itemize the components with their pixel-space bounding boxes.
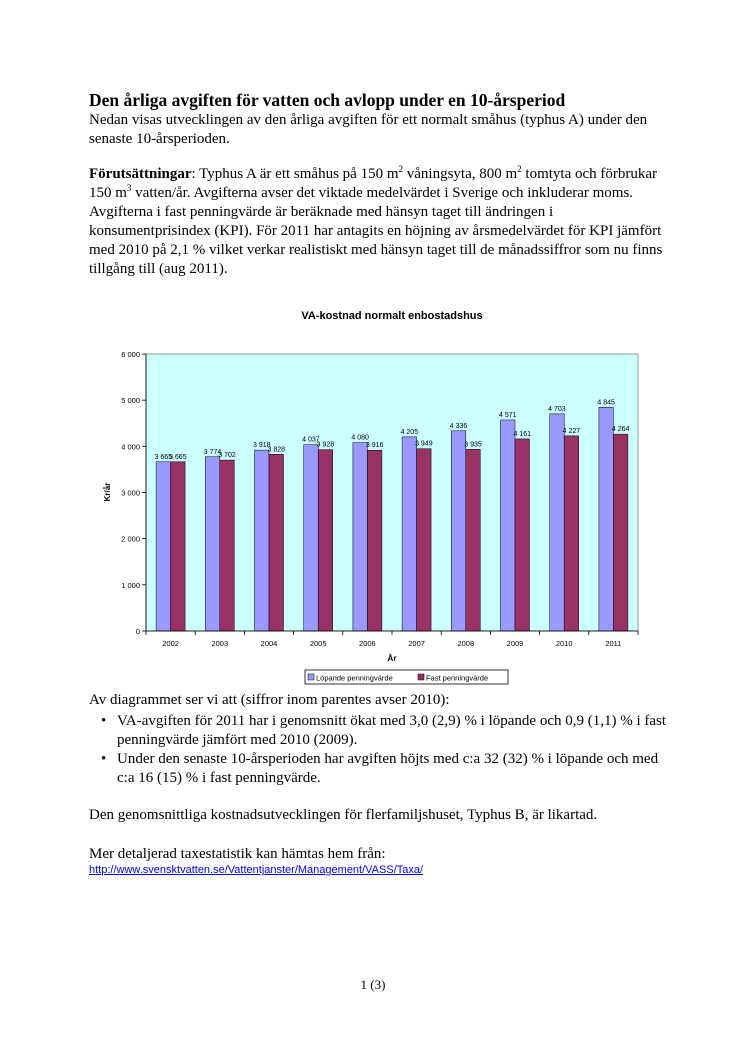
page-number: 1 (3) — [360, 977, 386, 992]
bar-current — [205, 457, 220, 631]
more-info-paragraph: Mer detaljerad taxestatistik kan hämtas hem från: — [89, 846, 386, 862]
data-label: 3 774 — [203, 448, 222, 456]
bar-fixed — [367, 450, 382, 631]
data-label: 3 916 — [365, 442, 384, 450]
x-tick-label: 2003 — [211, 639, 229, 648]
prerequisites-text-3: tomtyta och förbrukar 150 m — [89, 166, 658, 201]
bar-current — [402, 437, 417, 631]
legend-label-fixed: Fast penningvärde — [426, 673, 489, 683]
superscript-3: 3 — [126, 183, 132, 193]
intro-paragraph: Nedan visas utvecklingen av den årliga avgiften för ett normalt småhus (typhus A) under den senaste 10-årsperioden. — [89, 112, 648, 147]
bar-fixed — [171, 462, 186, 631]
typhus-b-paragraph: Den genomsnittliga kostnadsutvecklingen för flerfamiljshuset, Typhus B, är likartad. — [89, 807, 598, 823]
page-heading: Den årliga avgiften för vatten och avlopp under en 10-årsperiod — [89, 90, 566, 110]
y-tick-label: 4 000 — [121, 442, 140, 452]
bar-fixed — [269, 454, 284, 631]
bar-current — [353, 443, 368, 631]
x-tick-label: 2006 — [359, 639, 376, 648]
y-tick-label: 1 000 — [121, 580, 140, 590]
data-label: 4 336 — [449, 422, 468, 430]
bullet-mark: • — [101, 713, 107, 729]
list-item — [89, 712, 669, 750]
data-label: 3 918 — [252, 442, 271, 450]
data-label: 4 161 — [513, 430, 532, 438]
x-tick-label: 2008 — [457, 639, 475, 648]
legend-swatch-current — [308, 674, 314, 680]
y-tick-label: 0 — [135, 627, 140, 636]
data-label: 3 928 — [316, 441, 335, 449]
y-tick-label: 3 000 — [121, 488, 140, 498]
data-label: 4 845 — [597, 399, 615, 407]
x-tick-label: 2007 — [408, 639, 425, 648]
bar-current — [501, 420, 516, 631]
legend-swatch-fixed — [418, 674, 424, 680]
x-tick-label: 2010 — [555, 639, 573, 648]
chart-legend — [305, 670, 508, 684]
data-label: 4 571 — [498, 411, 517, 419]
y-axis-label: Kr/år — [103, 482, 112, 502]
prerequisites-text-2: våningsyta, 800 m — [403, 166, 518, 182]
y-tick-label: 6 000 — [121, 350, 140, 359]
data-label: 4 037 — [302, 436, 320, 444]
list-item — [89, 750, 669, 788]
bar-fixed — [466, 449, 481, 631]
superscript-1: 2 — [398, 164, 403, 174]
prerequisites-text-4: vatten/år. Avgifterna avser det viktade medelvärdet i Sverige och inkluderar moms. Avgifterna i fast penningvärde är beräknade med hänsyn taget till ändringen i konsumentprisindex (KPI). För 2011 har antagits en höjning av årsmedelvärdet för KPI jämfört med 2010 på 2,1 % vilket verkar realistiskt med hänsyn taget till de månadssiffror som nu finns tillgång till (aug 2011). — [89, 185, 663, 277]
list-item-text: VA-avgiften för 2011 har i genomsnitt ökat med 3,0 (2,9) % i löpande och 0,9 (1,1) % i fast penningvärde jämfört med 2010 (2009). — [117, 713, 667, 748]
list-item-text: Under den senaste 10-årsperioden har avgiften höjts med c:a 32 (32) % i löpande och med c:a 16 (15) % i fast penningvärde. — [117, 751, 659, 786]
data-label: 3 702 — [218, 452, 236, 460]
x-tick-label: 2004 — [260, 639, 278, 648]
x-tick-label: 2005 — [309, 639, 327, 648]
data-label: 4 080 — [351, 434, 369, 442]
y-tick-label: 5 000 — [121, 396, 140, 406]
bullet-mark: • — [101, 751, 107, 767]
y-tick-label: 2 000 — [121, 534, 140, 544]
superscript-2: 2 — [517, 164, 522, 174]
plot-area — [121, 350, 638, 648]
data-label: 4 703 — [548, 405, 566, 413]
bar-fixed — [564, 436, 579, 631]
prerequisites-text-1: : Typhus A är ett småhus på 150 m — [191, 166, 399, 182]
data-label: 3 665 — [154, 453, 173, 461]
observation-list — [89, 712, 669, 788]
prerequisites-label: Förutsättningar — [89, 166, 192, 182]
bar-current — [255, 450, 270, 631]
x-tick-label: 2009 — [506, 639, 524, 648]
data-label: 4 205 — [400, 428, 419, 436]
bar-fixed — [220, 460, 235, 631]
x-axis-label: År — [387, 654, 397, 663]
data-label: 3 949 — [415, 440, 433, 448]
x-tick-label: 2002 — [162, 639, 179, 648]
statistics-link[interactable]: http://www.svensktvatten.se/Vattentjanster/Management/VASS/Taxa/ — [89, 864, 424, 876]
bar-current — [451, 431, 466, 631]
bar-current — [304, 445, 319, 631]
bar-fixed — [613, 434, 628, 631]
bar-current — [156, 462, 171, 631]
observation-intro: Av diagrammet ser vi att (siffror inom parentes avser 2010): — [89, 692, 450, 708]
bar-fixed — [318, 450, 333, 631]
legend-label-current: Löpande penningvärde — [316, 673, 393, 683]
data-label: 3 665 — [169, 453, 187, 461]
bar-current — [550, 414, 565, 631]
chart-title: VA-kostnad normalt enbostadshus — [301, 310, 483, 322]
x-tick-label: 2011 — [605, 639, 622, 648]
data-label: 3 935 — [464, 441, 482, 449]
data-label: 3 828 — [267, 446, 286, 454]
data-label: 4 264 — [611, 426, 630, 434]
data-label: 4 227 — [562, 427, 581, 435]
bar-current — [599, 407, 614, 631]
bar-fixed — [515, 439, 530, 631]
bar-fixed — [417, 449, 432, 631]
